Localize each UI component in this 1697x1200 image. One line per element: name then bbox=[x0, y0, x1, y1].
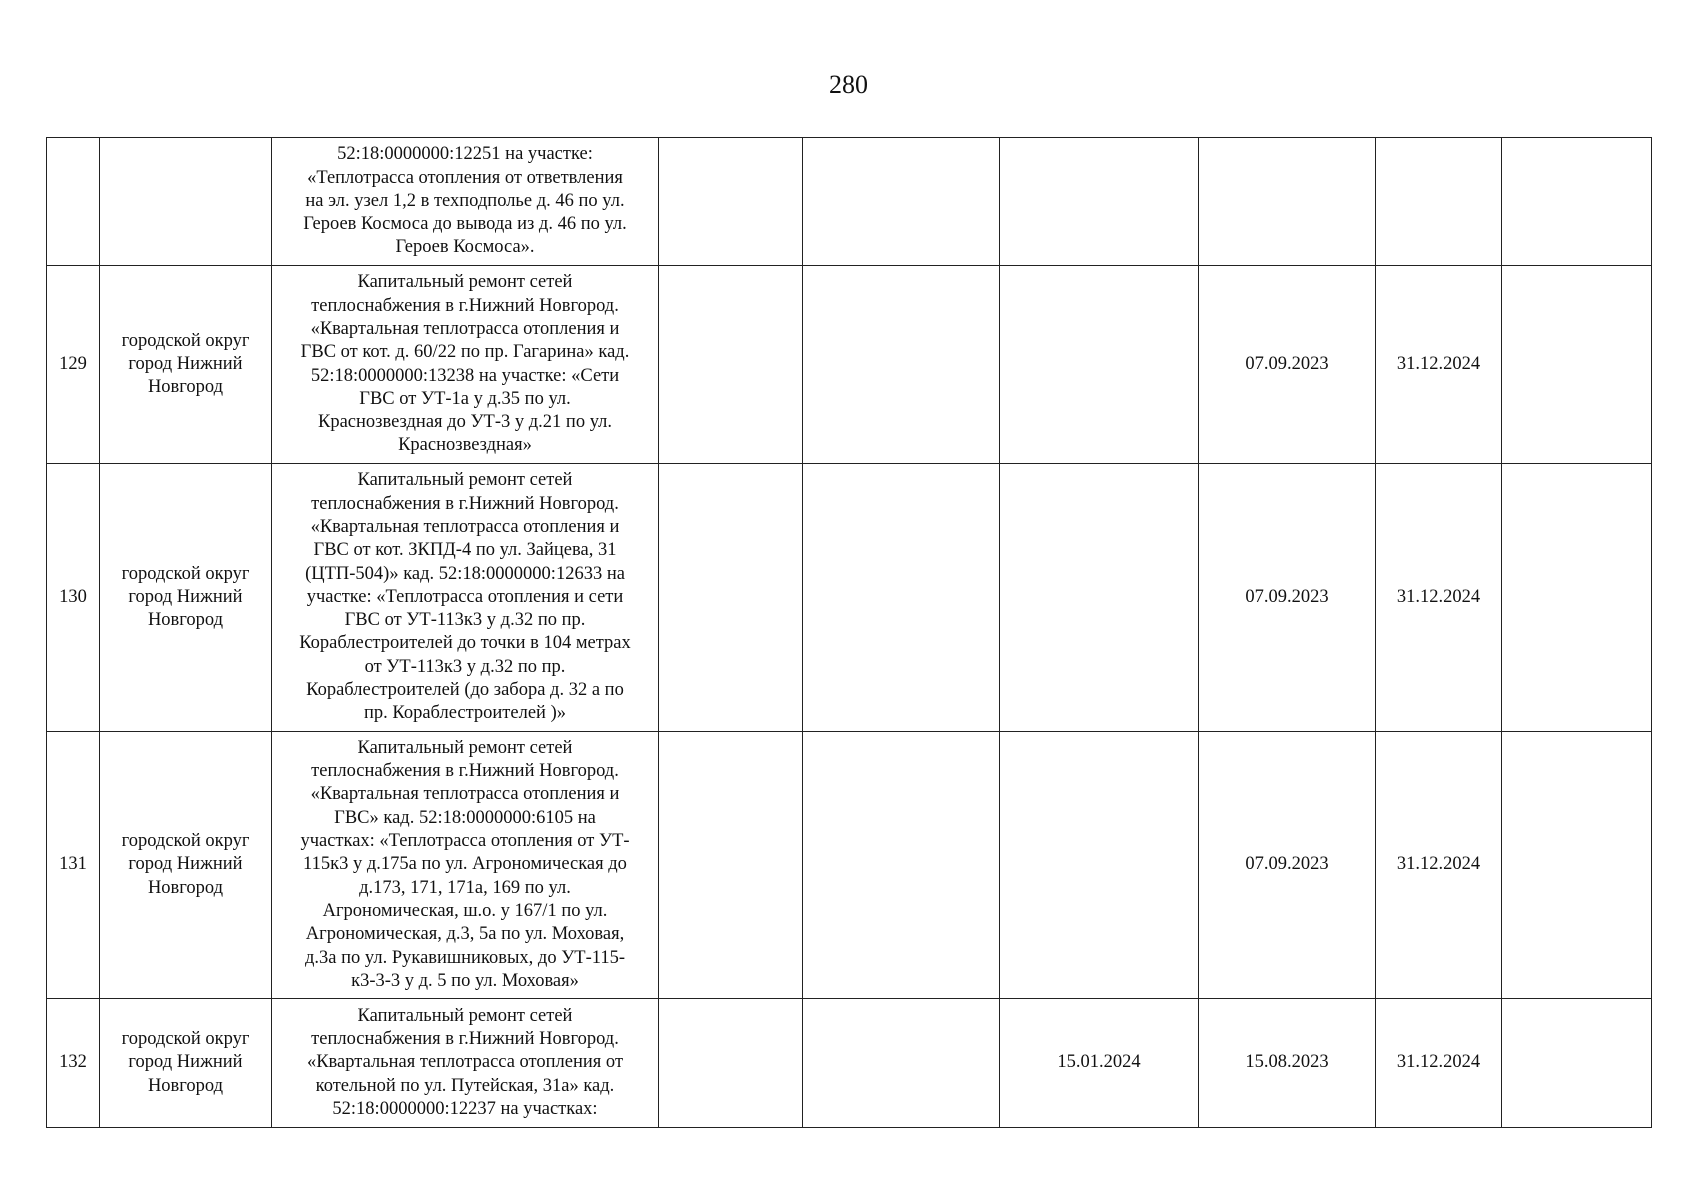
start-date-cell: 07.09.2023 bbox=[1199, 732, 1376, 999]
start-date-cell: 07.09.2023 bbox=[1199, 464, 1376, 732]
table-cell bbox=[803, 464, 1000, 732]
municipality-cell: городской округ город Нижний Новгород bbox=[100, 266, 272, 464]
table-cell bbox=[1502, 464, 1652, 732]
description-cell: Капитальный ремонт сетей теплоснабжения в г.Нижний Новгород. «Квартальная теплотрасса отопления и ГВС от кот. ЗКПД-4 по ул. Зайцева, 31 (ЦТП-504)» кад. 52:18:0000000:12633 на участке: «Теплотрасса отопления и сети ГВС от УТ-113к3 у д.32 по пр. Кораблестроителей до точки в 104 метрах от УТ-113к3 у д.32 по пр. Кораблестроителей (до забора д. 32 а по пр. Кораблестроителей )» bbox=[272, 464, 659, 732]
table-row bbox=[47, 138, 1652, 266]
end-date-cell: 31.12.2024 bbox=[1376, 266, 1502, 464]
table-cell bbox=[1502, 138, 1652, 266]
end-date-cell: 31.12.2024 bbox=[1376, 732, 1502, 999]
end-date-cell: 31.12.2024 bbox=[1376, 999, 1502, 1128]
description-cell: 52:18:0000000:12251 на участке: «Теплотрасса отопления от ответвления на эл. узел 1,2 в техподполье д. 46 по ул. Героев Космоса до вывода из д. 46 по ул. Героев Космоса». bbox=[272, 138, 659, 266]
table-row bbox=[47, 999, 1652, 1128]
table-cell bbox=[1502, 999, 1652, 1128]
description-cell: Капитальный ремонт сетей теплоснабжения в г.Нижний Новгород. «Квартальная теплотрасса отопления от котельной по ул. Путейская, 31а» кад. 52:18:0000000:12237 на участках: bbox=[272, 999, 659, 1128]
municipality-cell: городской округ город Нижний Новгород bbox=[100, 464, 272, 732]
table-cell bbox=[659, 999, 803, 1128]
table-cell bbox=[659, 138, 803, 266]
table-row bbox=[47, 464, 1652, 732]
end-date-cell bbox=[1376, 138, 1502, 266]
table-cell bbox=[1502, 732, 1652, 999]
table-cell bbox=[659, 464, 803, 732]
table-cell bbox=[1502, 266, 1652, 464]
date-cell bbox=[1000, 464, 1199, 732]
table-cell bbox=[659, 266, 803, 464]
municipality-cell: городской округ город Нижний Новгород bbox=[100, 732, 272, 999]
table-cell bbox=[803, 732, 1000, 999]
municipality-cell bbox=[100, 138, 272, 266]
description-cell: Капитальный ремонт сетей теплоснабжения в г.Нижний Новгород. «Квартальная теплотрасса отопления и ГВС от кот. д. 60/22 по пр. Гагарина» кад. 52:18:0000000:13238 на участке: «Сети ГВС от УТ-1а у д.35 по ул. Краснозвездная до УТ-3 у д.21 по ул. Краснозвездная» bbox=[272, 266, 659, 464]
date-cell bbox=[1000, 732, 1199, 999]
table-row bbox=[47, 732, 1652, 999]
works-table bbox=[46, 137, 1652, 1128]
start-date-cell: 15.08.2023 bbox=[1199, 999, 1376, 1128]
table-cell bbox=[803, 266, 1000, 464]
table-cell bbox=[803, 999, 1000, 1128]
row-number-cell bbox=[47, 138, 100, 266]
start-date-cell: 07.09.2023 bbox=[1199, 266, 1376, 464]
description-cell: Капитальный ремонт сетей теплоснабжения в г.Нижний Новгород. «Квартальная теплотрасса отопления и ГВС» кад. 52:18:0000000:6105 на участках: «Теплотрасса отопления от УТ- 115к3 у д.175а по ул. Агрономическая до д.173, 171, 171а, 169 по ул. Агрономическая, ш.о. у 167/1 по ул. Агрономическая, д.3, 5а по ул. Моховая, д.3а по ул. Рукавишниковых, до УТ-115- к3-3-3 у д. 5 по ул. Моховая» bbox=[272, 732, 659, 999]
start-date-cell bbox=[1199, 138, 1376, 266]
row-number-cell: 131 bbox=[47, 732, 100, 999]
row-number-cell: 129 bbox=[47, 266, 100, 464]
row-number-cell: 132 bbox=[47, 999, 100, 1128]
date-cell: 15.01.2024 bbox=[1000, 999, 1199, 1128]
page-number: 280 bbox=[829, 70, 868, 99]
table-cell bbox=[659, 732, 803, 999]
table-cell bbox=[803, 138, 1000, 266]
row-number-cell: 130 bbox=[47, 464, 100, 732]
end-date-cell: 31.12.2024 bbox=[1376, 464, 1502, 732]
date-cell bbox=[1000, 266, 1199, 464]
date-cell bbox=[1000, 138, 1199, 266]
municipality-cell: городской округ город Нижний Новгород bbox=[100, 999, 272, 1128]
table-row bbox=[47, 266, 1652, 464]
